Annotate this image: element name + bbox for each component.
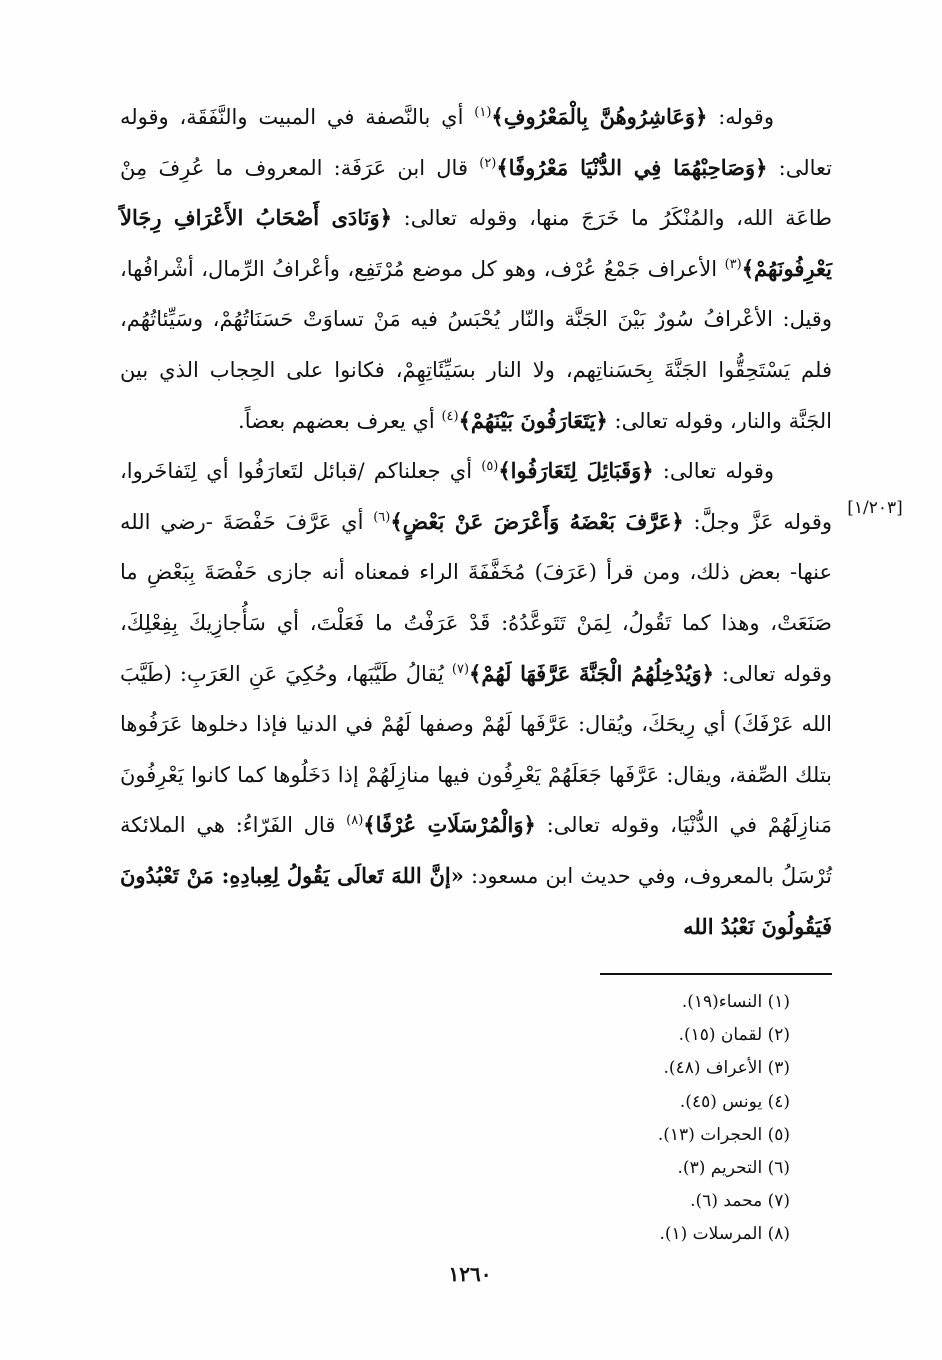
text-run: أي بالنَّصفة في المبيت والنَّفَقَة، وقوله تعالى: <box>120 105 833 180</box>
quran-quote: ﴿يَتَعَارَفُونَ بَيْنَهُمْ﴾ <box>458 407 608 433</box>
main-text <box>120 92 832 952</box>
footnote-item: (٣) الأعراف (٤٨). <box>663 1058 790 1079</box>
quran-quote: «إنَّ اللهَ تَعالَى يَقُولُ لِعِبادِهِ: مَنْ تَعْبُدُونَ فَيَقُولُونَ نَعْبُدُ الله <box>120 862 832 939</box>
footnote-item: (٥) الحجرات (١٣). <box>657 1124 790 1145</box>
footnote-reference: (٥) <box>481 459 499 475</box>
paragraph <box>120 446 832 952</box>
footnote-item: (٤) يونس (٤٥). <box>679 1091 790 1112</box>
text-run: أي جعلناكم /قبائل لتَعارَفُوا أي لِتَفاخَروا، وقوله عَزَّ وجلَّ: <box>120 459 833 534</box>
footnote-separator <box>600 973 832 975</box>
text-run: الأعراف جَمْعُ عُرْف، وهو كل موضع مُرْتَفِع، وأعْرافُ الرِّمال، أشْرافُها، وقيل: الأعْرافُ سُورٌ بَيْنَ الجَنَّة والنّار يُحْبَسُ فيه مَنْ تساوَتْ حَسَنَاتُهُمْ، وسَيِّئاتُهُم، فلم يَسْتَحِقُّوا الجَنَّةَ بِحَسَناتِهم، ولا النار بسَيِّئَاتِهِمْ، فكانوا على الحِجاب الذي بين الجَنَّة والنار، وقوله تعالى: <box>120 256 832 433</box>
quran-quote: ﴿وَعَاشِرُوهُنَّ بِالْمَعْرُوفِ﴾ <box>491 104 708 129</box>
text-run: قال ابن عَرَفَة: المعروف ما عُرِفَ مِنْ طاعَة الله، والمُنْكَرُ ما خَرَجَ منها، وقوله تعالى: <box>120 155 832 231</box>
footnote-reference: (٦) <box>373 509 391 525</box>
quran-quote: ﴿عَرَّفَ بَعْضَهُ وَأَعْرَضَ عَنْ بَعْضٍ﴾ <box>390 508 684 534</box>
footnote-item: (٦) التحريم (٣). <box>677 1158 790 1179</box>
footnote-reference: (٣) <box>724 256 742 272</box>
footnote-item: (١) النساء(١٩). <box>681 992 790 1012</box>
footnote-item: (٧) محمد (٦). <box>690 1191 790 1212</box>
text-run: وقوله تعالى: <box>653 459 775 484</box>
text-run: وقوله: <box>707 105 774 129</box>
footnote-reference: (٢) <box>479 155 497 171</box>
page-number: ١٢٦٠ <box>448 1262 492 1286</box>
footnote-reference: (٧) <box>451 661 470 677</box>
footnote-item: (٢) لقمان (١٥). <box>678 1025 790 1046</box>
text-run: أي عَرَّفَ حَفْصَةَ -رضي الله عنها- بعض ذلك، ومن قرأ (عَرَفَ) مُخَفَّفَةَ الراء فمعناه أنه جازى حَفْصَةَ بِبَعْضِ ما صَنَعَتْ، وهذا كما تَقُولُ، لِمَنْ تَتَوعَّدُهُ: قَدْ عَرَفْتُ ما فَعَلْتَ، أي سَأُجازِيكَ بِفِعْلِكَ، وقوله تعالى: <box>120 509 832 686</box>
quran-quote: ﴿وَنَادَى أَصْحَابُ الأَعْرَافِ رِجَالاً يَعْرِفُونَهُمْ﴾ <box>120 205 832 281</box>
folio-marker: [١/٢٠٣] <box>847 498 903 518</box>
quran-quote: ﴿وَالْمُرْسَلَاتِ عُرْفًا﴾ <box>363 812 536 838</box>
footnotes-list <box>500 986 790 1252</box>
paragraph <box>120 92 832 446</box>
footnote-reference: (٨) <box>346 813 364 829</box>
footnote-reference: (١) <box>474 105 492 120</box>
quran-quote: ﴿وَصَاحِبْهُمَا فِي الدُّنْيَا مَعْرُوفًا﴾ <box>496 154 768 180</box>
text-run: أي يعرف بعضهم بعضاً. <box>238 408 442 433</box>
footnote-reference: (٤) <box>441 408 459 424</box>
quran-quote: ﴿وَقَبَائِلَ لِتَعَارَفُوا﴾ <box>498 458 654 484</box>
text-run: قال الفَرّاءُ: هي الملائكة تُرْسَلُ بالمعروف، وفي حديث ابن مسعود: <box>120 813 832 888</box>
text-run: يُقالُ طَيَّبَها، وحُكِيَ عَنِ العَرَبِ: (طَيَّبَ الله عَرْفَكَ) أي رِيحَكَ، ويُقال: عَرَّفَها لَهُمْ وصفها لَهُمْ في الدنيا فإذا دخلوها عَرَفُوها بتلك الصِّفة، ويقال: عَرَّفَها جَعَلَهُمْ يَعْرِفُون فيها منازِلَهُمْ إذا دَخَلُوها كما كانوا يَعْرِفُونَ مَنازِلَهُمْ في الدُّنْيَا، وقوله تعالى: <box>120 661 832 838</box>
footnote-item: (٨) المرسلات (١). <box>659 1224 790 1245</box>
quran-quote: ﴿وَيُدْخِلُهُمُ الْجَنَّةَ عَرَّفَهَا لَهُمْ﴾ <box>469 660 714 686</box>
